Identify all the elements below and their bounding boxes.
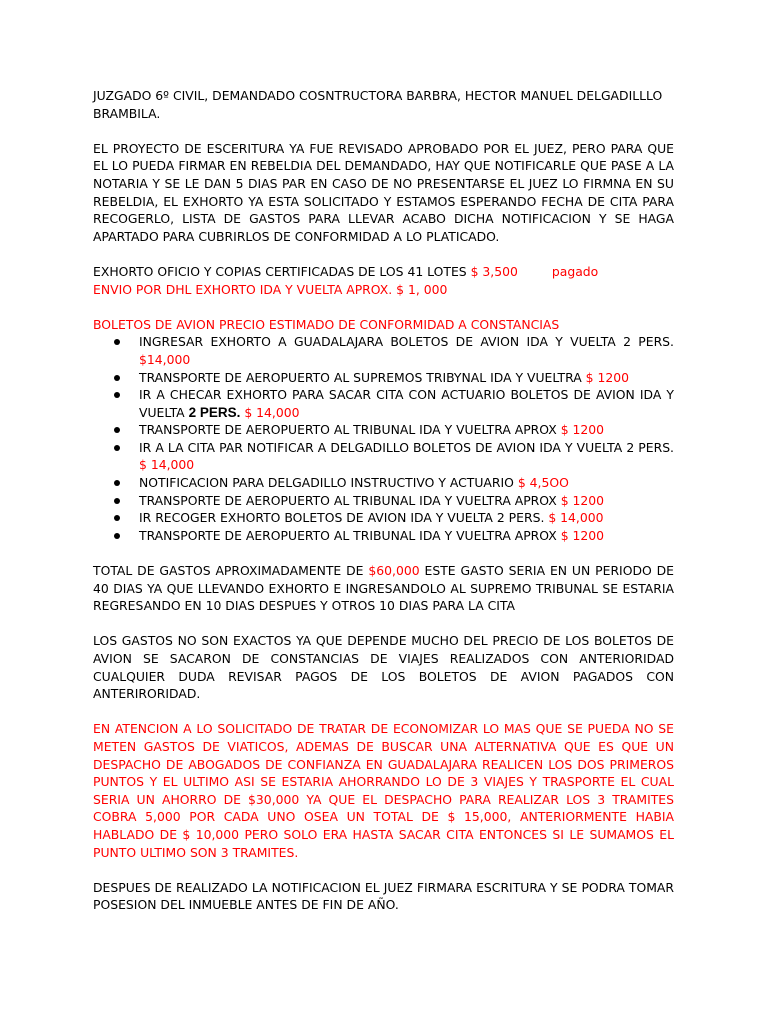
envio-line: ENVIO POR DHL EXHORTO IDA Y VUELTA APROX. $ 1, 000 [93, 281, 448, 297]
list-item-amount: $ 14,000 [548, 510, 604, 526]
list-item [93, 369, 674, 387]
bullet-icon [114, 392, 120, 398]
total-text-before: TOTAL DE GASTOS APROXIMADAMENTE DE [93, 563, 369, 579]
exhorto-label: EXHORTO OFICIO Y COPIAS CERTIFICADAS DE LOS 41 LOTES [93, 263, 471, 279]
list-item-amount: $ 1200 [560, 422, 605, 438]
list-item [93, 421, 674, 439]
exhorto-status: pagado [551, 263, 599, 279]
list-item [93, 509, 674, 527]
list-item-text: IR A LA CITA PAR NOTIFICAR A DELGADILLO BOLETOS DE AVION IDA Y VUELTA 2 PERS. [139, 439, 674, 455]
bullet-icon [114, 480, 120, 486]
total-text-after: ESTE GASTO SERIA EN UN PERIODO DE 40 DIAS YA QUE LLEVANDO EXHORTO E INGRESANDOLO AL SUPREMO TRIBUNAL SE ESTARIA REGRESANDO EN 10 DIAS DESPUES Y OTROS 10 DIAS PARA LA CITA [93, 563, 674, 614]
exhorto-line [93, 263, 674, 281]
gastos-note-paragraph: LOS GASTOS NO SON EXACTOS YA QUE DEPENDE MUCHO DEL PRECIO DE LOS BOLETOS DE AVION SE SACARON DE CONSTANCIAS DE VIAJES REALIZADOS CON ANTERIORIDAD CUALQUIER DUDA REVISAR PAGOS DE LOS BOLETOS DE AVION PAGADOS CON ANTERIRORIDAD. [93, 633, 674, 702]
bullet-icon [114, 339, 120, 345]
list-item-text: IR A CHECAR EXHORTO PARA SACAR CITA CON ACTUARIO BOLETOS DE AVION IDA Y VUELTA [139, 387, 674, 420]
list-item-text: TRANSPORTE DE AEROPUERTO AL TRIBUNAL IDA Y VUELTRA APROX [139, 492, 561, 508]
list-item-text: INGRESAR EXHORTO A GUADALAJARA BOLETOS DE AVION IDA Y VUELTA 2 PERS. [139, 334, 674, 350]
list-item [93, 474, 674, 492]
list-item-amount: $ 4,5OO [517, 475, 569, 491]
boletos-heading: BOLETOS DE AVION PRECIO ESTIMADO DE CONFORMIDAD A CONSTANCIAS [93, 316, 560, 332]
closing-paragraph: DESPUES DE REALIZADO LA NOTIFICACION EL JUEZ FIRMARA ESCRITURA Y SE PODRA TOMAR POSESION DEL INMUEBLE ANTES DE FIN DE AÑO. [93, 879, 674, 913]
exhorto-amount: $ 3,500 [470, 263, 518, 279]
list-item [93, 439, 674, 474]
list-item-amount: $ 1200 [585, 369, 630, 385]
list-item-text: NOTIFICACION PARA DELGADILLO INSTRUCTIVO Y ACTUARIO [139, 475, 518, 491]
bullet-icon [114, 498, 120, 504]
list-item-amount: $ 14,000 [240, 404, 300, 420]
bullet-icon [114, 515, 120, 521]
bullet-icon [114, 445, 120, 451]
list-item-text: TRANSPORTE DE AEROPUERTO AL TRIBUNAL IDA Y VUELTRA APROX [139, 422, 561, 438]
total-paragraph [93, 562, 674, 615]
list-item-amount: $ 1200 [560, 492, 605, 508]
list-item-text: TRANSPORTE DE AEROPUERTO AL SUPREMOS TRIBYNAL IDA Y VUELTRA [139, 369, 586, 385]
list-item [93, 386, 674, 421]
document-body [93, 87, 674, 914]
list-item-bold: 2 PERS. [188, 404, 241, 420]
list-item-text: IR RECOGER EXHORTO BOLETOS DE AVION IDA Y VUELTA 2 PERS. [139, 510, 549, 526]
expense-list [93, 333, 674, 544]
list-item [93, 492, 674, 510]
atencion-paragraph: EN ATENCION A LO SOLICITADO DE TRATAR DE ECONOMIZAR LO MAS QUE SE PUEDA NO SE METEN GASTOS DE VIATICOS, ADEMAS DE BUSCAR UNA ALTERNATIVA QUE ES QUE UN DESPACHO DE ABOGADOS DE CONFIANZA EN GUADALAJARA REALICEN LOS DOS PRIMEROS PUNTOS Y EL ULTIMO ASI SE ESTARIA AHORRANDO LO DE 3 VIAJES Y TRASPORTE EL CUAL SERIA UN AHORRO DE $30,000 YA QUE EL DESPACHO PARA REALIZAR LOS 3 TRAMITES COBRA 5,000 POR CADA UNO OSEA UN TOTAL DE $ 15,000, ANTERIORMENTE HABIA HABLADO DE $ 10,000 PERO SOLO ERA HASTA SACAR CITA ENTONCES SI LE SUMAMOS EL PUNTO ULTIMO SON 3 TRAMITES. [93, 721, 674, 860]
list-item [93, 527, 674, 545]
intro-paragraph: EL PROYECTO DE ESCERITURA YA FUE REVISADO APROBADO POR EL JUEZ, PERO PARA QUE EL LO PUEDA FIRMAR EN REBELDIA DEL DEMANDADO, HAY QUE NOTIFICARLE QUE PASE A LA NOTARIA Y SE LE DAN 5 DIAS PAR EN CASO DE NO PRESENTARSE EL JUEZ LO FIRMNA EN SU REBELDIA, EL EXHORTO YA ESTA SOLICITADO Y ESTAMOS ESPERANDO FECHA DE CITA PARA RECOGERLO, LISTA DE GASTOS PARA LLEVAR ACABO DICHA NOTIFICACION Y SE HAGA APARTADO PARA CUBRIRLOS DE CONFORMIDAD A LO PLATICADO. [93, 140, 674, 244]
list-item [93, 333, 674, 368]
list-item-amount: $ 14,000 [139, 457, 195, 473]
list-item-amount: $ 1200 [560, 527, 605, 543]
bullet-icon [114, 533, 120, 539]
document-heading: JUZGADO 6º CIVIL, DEMANDADO COSNTRUCTORA BARBRA, HECTOR MANUEL DELGADILLLO BRAMBILA. [93, 88, 663, 121]
bullet-icon [114, 375, 120, 381]
bullet-icon [114, 427, 120, 433]
list-item-text: TRANSPORTE DE AEROPUERTO AL TRIBUNAL IDA Y VUELTRA APROX [139, 527, 561, 543]
total-amount: $60,000 [368, 563, 420, 579]
list-item-amount: $14,000 [139, 351, 191, 367]
